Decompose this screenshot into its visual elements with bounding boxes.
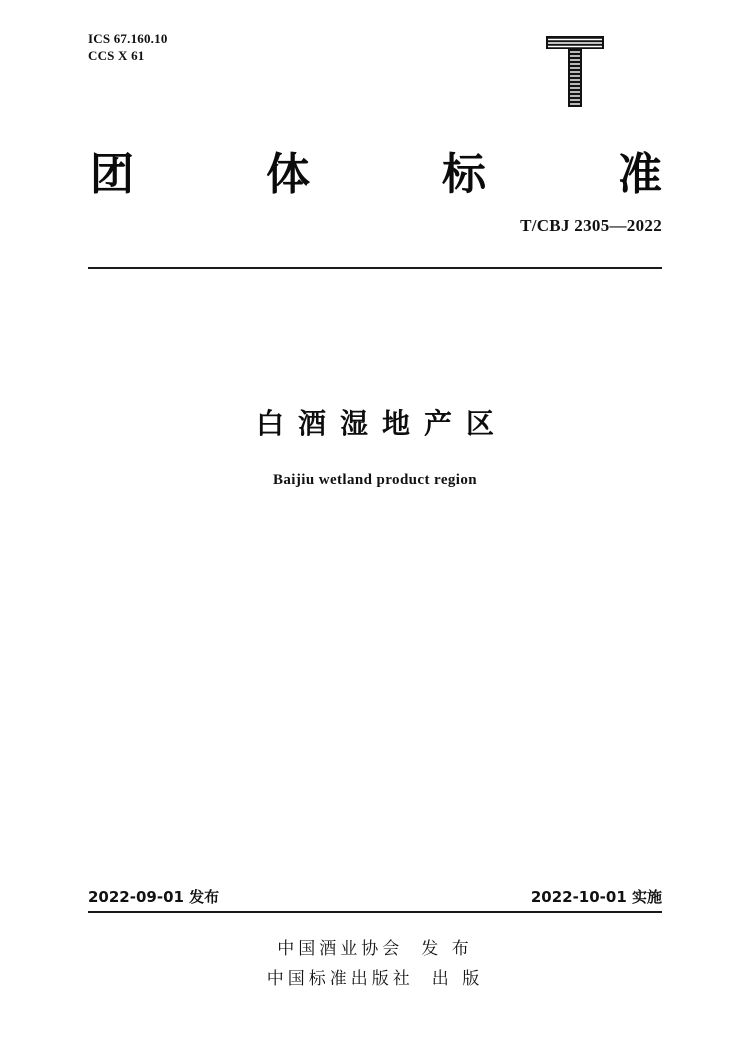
banner-char-4: 准 [618, 149, 662, 200]
banner-char-1: 团 [90, 149, 134, 200]
banner-char-3: 标 [442, 149, 486, 200]
ccs-code: CCS X 61 [88, 48, 145, 63]
publisher-org-press: 中国标准出版社 [266, 969, 414, 989]
implementation-date: 2022-10-01 实施 [530, 888, 662, 906]
ics-code: ICS 67.160.10 [88, 31, 168, 46]
header-divider [88, 267, 662, 269]
publisher-line-2 [0, 964, 750, 994]
banner-char-2: 体 [266, 149, 310, 200]
publisher-org-association: 中国酒业协会 [277, 939, 404, 959]
publisher-action-issue: 发 布 [421, 939, 473, 959]
document-type-banner [90, 138, 662, 202]
page-subtitle-english: Baijiu wetland product region [273, 472, 477, 488]
footer-divider [88, 911, 662, 913]
association-t-logo-icon [540, 32, 610, 110]
standard-number: T/CBJ 2305—2022 [520, 216, 662, 235]
ics-classification-block [88, 30, 168, 64]
dates-row [88, 886, 662, 907]
publisher-block [0, 934, 750, 994]
page-title: 白酒湿地产区 [255, 407, 508, 440]
issue-date: 2022-09-01 发布 [88, 888, 220, 906]
publisher-line-1 [0, 934, 750, 964]
publisher-action-publish: 出 版 [431, 969, 484, 989]
